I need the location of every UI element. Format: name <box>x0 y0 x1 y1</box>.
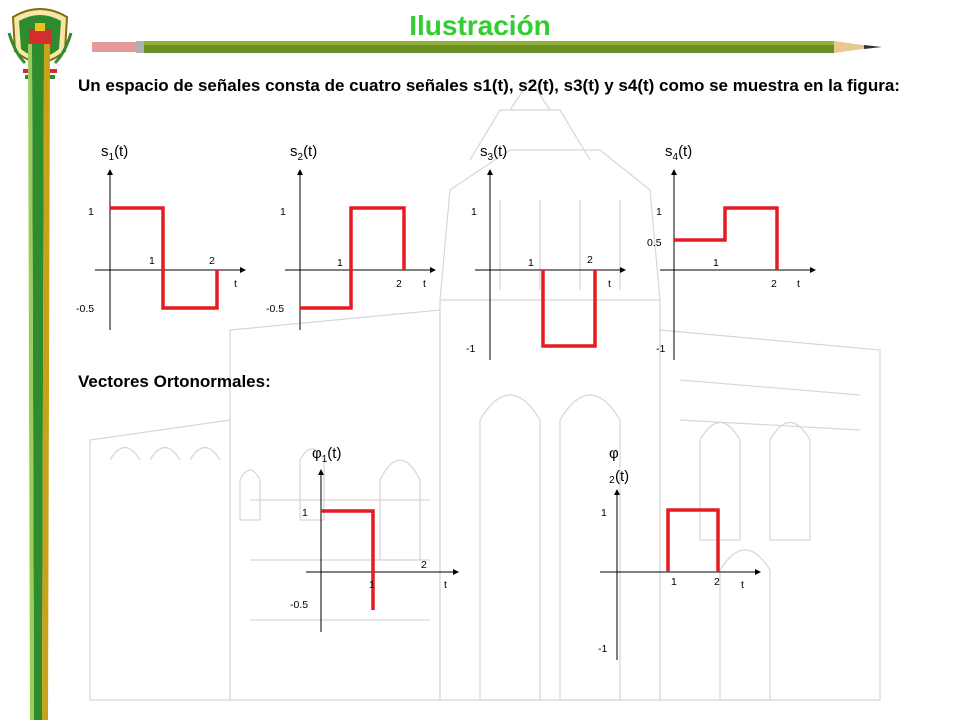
plot-phi1-t-label: t <box>444 579 447 591</box>
plot-phi2-ylabel-neg: -1 <box>598 643 608 655</box>
plot-s4-ylabel-half: 0.5 <box>647 237 662 249</box>
plot-s2-title: $s_2(t)$ <box>290 143 318 163</box>
plot-phi2-title-symbol: φ <box>609 445 619 462</box>
plot-s4-ylabel-neg: -1 <box>656 343 666 355</box>
plot-s1-ylabel-neg: -0.5 <box>76 303 95 315</box>
plot-s3-xlabel-1: 1 <box>528 257 534 269</box>
plot-s2-xlabel-2: 2 <box>396 278 402 290</box>
plot-s3-t-label: t <box>608 278 611 290</box>
plot-phi1-xlabel-2: 2 <box>421 559 427 571</box>
plot-s1-xlabel-2: 2 <box>209 255 215 267</box>
plot-phi2-xlabel-1: 1 <box>671 576 677 588</box>
plot-phi2-title-suffix: (t) <box>615 468 630 485</box>
plot-phi1-xlabel-1: 1 <box>369 579 375 591</box>
plot-s3-ylabel-neg: -1 <box>466 343 476 355</box>
plot-s2-ylabel-neg: -0.5 <box>266 303 285 315</box>
plot-s1-signal <box>110 208 217 308</box>
plot-s1-title: $s_1(t)$ <box>101 143 129 163</box>
plot-phi2-title-sub: 2 <box>609 474 615 486</box>
plot-phi1-ylabel-neg: -0.5 <box>290 599 309 611</box>
plot-s3 <box>466 143 625 360</box>
intro-text: Un espacio de señales consta de cuatro señales s1(t), s2(t), s3(t) y s4(t) como se muestra en la figura: <box>78 76 900 95</box>
plot-phi1-title: $\varphi_1(t)$ <box>312 445 342 465</box>
plot-s2-ylabel-1: 1 <box>280 206 286 218</box>
plot-s4-ylabel-1: 1 <box>656 206 662 218</box>
plot-phi1-ylabel-1: 1 <box>302 507 308 519</box>
plot-phi1 <box>290 445 458 632</box>
plot-phi1-signal <box>321 511 373 610</box>
plot-s2-xlabel-1: 1 <box>337 257 343 269</box>
plot-s2-t-label: t <box>423 278 426 290</box>
page-title: Ilustración <box>409 10 551 41</box>
plot-phi2-ylabel-1: 1 <box>601 507 607 519</box>
section-title-orthonormal: Vectores Ortonormales: <box>78 372 271 391</box>
plot-s4-xlabel-1: 1 <box>713 257 719 269</box>
plot-s3-ylabel-1: 1 <box>471 206 477 218</box>
plot-phi2-xlabel-2: 2 <box>714 576 720 588</box>
plot-s3-title: $s_3(t)$ <box>480 143 508 163</box>
plot-s1-ylabel-1: 1 <box>88 206 94 218</box>
plot-s3-signal <box>543 270 595 346</box>
plot-s1-xlabel-1: 1 <box>149 255 155 267</box>
plot-s4 <box>647 143 815 360</box>
plot-s4-xlabel-2: 2 <box>771 278 777 290</box>
plot-phi2-signal <box>668 510 718 572</box>
plot-phi2-t-label: t <box>741 579 744 591</box>
plot-s2-signal <box>300 208 404 308</box>
plot-phi2 <box>598 445 760 660</box>
plot-s4-t-label: t <box>797 278 800 290</box>
plot-s4-title: $s_4(t)$ <box>665 143 693 163</box>
plot-s3-xlabel-2: 2 <box>587 254 593 266</box>
plot-s4-signal <box>674 208 777 270</box>
plot-s1-t-label: t <box>234 278 237 290</box>
plot-s1 <box>76 143 245 330</box>
plot-s2 <box>266 143 435 330</box>
